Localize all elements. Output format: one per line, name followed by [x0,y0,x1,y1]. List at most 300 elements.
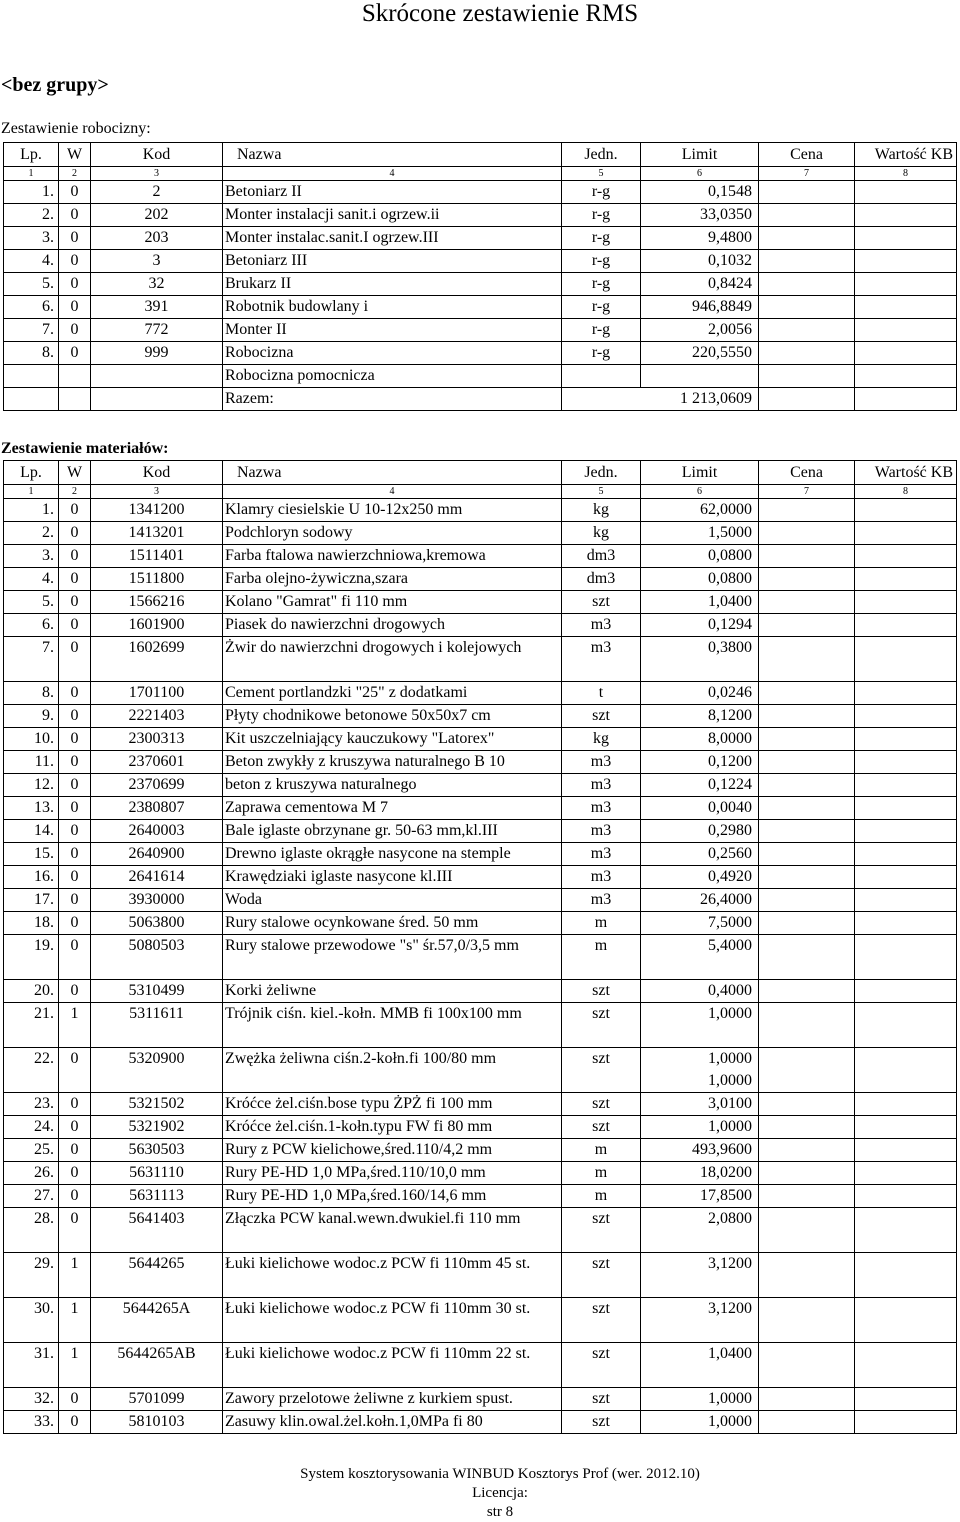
row-name: Króćce żel.ciśn.1-kołn.typu FW fi 80 mm [223,1116,562,1139]
row-code: 999 [91,342,223,365]
row-price [759,250,855,273]
table-row [4,1298,957,1343]
row-number: 13. [4,797,59,820]
row-number: 1. [4,181,59,204]
row-code: 2641614 [91,866,223,889]
row-name: Klamry ciesielskie U 10-12x250 mm [223,499,562,522]
row-limit-value: 0,2980 [708,822,752,839]
row-name: Monter instalacji sanit.i ogrzew.ii [223,204,562,227]
row-number: 6. [4,614,59,637]
row-price [759,342,855,365]
table-row [4,273,957,296]
row-price [759,227,855,250]
row-limit-value: 62,0000 [700,501,752,518]
row-value [855,889,957,912]
row-limit-value: 0,1032 [708,252,752,269]
table-row [4,319,957,342]
table-row [4,797,957,820]
row-name: Podchloryn sodowy [223,522,562,545]
row-w: 0 [59,1162,91,1185]
row-limit-value: 0,0800 [708,547,752,564]
row-value [855,1116,957,1139]
column-number: 3 [91,167,223,181]
empty-cell [4,388,59,411]
row-code: 3 [91,250,223,273]
row-unit: szt [562,1048,641,1093]
row-name: Krawędziaki iglaste nasycone kl.III [223,866,562,889]
column-number: 5 [562,485,641,499]
row-unit: dm3 [562,545,641,568]
row-name: Monter II [223,319,562,342]
row-price [759,1185,855,1208]
row-limit [641,1411,759,1434]
row-w: 0 [59,843,91,866]
row-unit: m [562,1139,641,1162]
row-name: Beton zwykły z kruszywa naturalnego B 10 [223,751,562,774]
total-row [4,388,957,411]
row-price [759,614,855,637]
table-row [4,728,957,751]
row-price [759,1253,855,1298]
row-number: 22. [4,1048,59,1093]
row-limit [641,499,759,522]
row-value [855,591,957,614]
row-w: 0 [59,820,91,843]
row-value [855,751,957,774]
row-w: 0 [59,545,91,568]
column-header: Wartość KB [855,143,957,167]
row-limit-value: 8,0000 [708,730,752,747]
row-value [855,637,957,682]
row-number: 7. [4,637,59,682]
row-limit-value: 0,3800 [708,639,752,656]
row-name: Łuki kielichowe wodoc.z PCW fi 110mm 22 st. [223,1343,562,1388]
row-unit: m3 [562,866,641,889]
row-value [855,250,957,273]
row-code: 2370601 [91,751,223,774]
row-limit-value: 0,1224 [708,776,752,793]
row-limit [641,866,759,889]
row-code: 1602699 [91,637,223,682]
row-w: 0 [59,1208,91,1253]
row-limit [641,250,759,273]
row-w: 0 [59,1139,91,1162]
row-w: 0 [59,227,91,250]
row-w: 0 [59,1048,91,1093]
row-number: 5. [4,273,59,296]
row-limit-value-2: 1,0000 [708,1072,752,1089]
row-name: Korki żeliwne [223,980,562,1003]
row-number: 10. [4,728,59,751]
header-row [4,143,957,167]
row-w: 0 [59,181,91,204]
row-limit [641,342,759,365]
table-row [4,980,957,1003]
row-name: Trójnik ciśn. kiel.-kołn. MMB fi 100x100 mm [223,1003,562,1048]
row-name: Farba olejno-żywiczna,szara [223,568,562,591]
row-limit [641,1388,759,1411]
row-value [855,204,957,227]
row-name: Rury stalowe ocynkowane śred. 50 mm [223,912,562,935]
row-value [855,1298,957,1343]
table-row [4,751,957,774]
row-w: 0 [59,614,91,637]
table-row [4,1411,957,1434]
row-unit: szt [562,1208,641,1253]
column-header: Lp. [4,143,59,167]
row-code: 2300313 [91,728,223,751]
row-name: Woda [223,889,562,912]
row-number: 4. [4,568,59,591]
row-value [855,705,957,728]
row-limit [641,1185,759,1208]
row-limit [641,227,759,250]
row-unit: szt [562,1093,641,1116]
row-number: 6. [4,296,59,319]
row-limit-value: 0,0800 [708,570,752,587]
row-limit-value: 0,4920 [708,868,752,885]
row-price [759,1208,855,1253]
row-price [759,637,855,682]
row-limit-value: 8,1200 [708,707,752,724]
row-value [855,820,957,843]
materials-section-title: Zestawienie materiałów: [1,440,169,457]
total-value: 1 213,0609 [562,388,759,411]
row-limit [641,843,759,866]
row-limit [641,545,759,568]
row-code: 5630503 [91,1139,223,1162]
row-price [759,866,855,889]
row-number: 23. [4,1093,59,1116]
column-header: Wartość KB [855,461,957,485]
row-name: Łuki kielichowe wodoc.z PCW fi 110mm 45 st. [223,1253,562,1298]
row-name: Zwężka żeliwna ciśn.2-kołn.fi 100/80 mm [223,1048,562,1093]
row-limit-value: 3,1200 [708,1255,752,1272]
row-code: 1701100 [91,682,223,705]
table-row [4,568,957,591]
row-unit: m3 [562,774,641,797]
row-unit: r-g [562,273,641,296]
aux-label: Robocizna pomocnicza [223,365,562,388]
table-row [4,1343,957,1388]
row-value [855,1003,957,1048]
row-price [759,682,855,705]
row-number: 16. [4,866,59,889]
row-code: 5701099 [91,1388,223,1411]
row-name: Brukarz II [223,273,562,296]
row-unit: m3 [562,751,641,774]
row-name: beton z kruszywa naturalnego [223,774,562,797]
row-limit [641,774,759,797]
table-row [4,774,957,797]
row-price [759,912,855,935]
row-w: 0 [59,1388,91,1411]
column-number: 1 [4,485,59,499]
row-value [855,797,957,820]
row-value [855,1253,957,1298]
row-number: 25. [4,1139,59,1162]
row-limit-value: 33,0350 [700,206,752,223]
row-price [759,751,855,774]
row-price [759,820,855,843]
row-value [855,1048,957,1093]
row-limit [641,273,759,296]
row-name: Betoniarz III [223,250,562,273]
row-limit [641,319,759,342]
column-header: Limit [641,143,759,167]
row-limit [641,1298,759,1343]
row-limit-value: 3,0100 [708,1095,752,1112]
table-row [4,1093,957,1116]
row-code: 5063800 [91,912,223,935]
row-w: 0 [59,1185,91,1208]
column-number: 7 [759,167,855,181]
row-w: 1 [59,1298,91,1343]
row-limit [641,728,759,751]
row-limit [641,1116,759,1139]
row-w: 0 [59,499,91,522]
row-code: 5311611 [91,1003,223,1048]
row-code: 5644265AB [91,1343,223,1388]
row-unit: szt [562,1253,641,1298]
row-value [855,935,957,980]
row-number: 5. [4,591,59,614]
row-w: 1 [59,1253,91,1298]
column-number: 5 [562,167,641,181]
row-limit [641,181,759,204]
row-limit-value: 17,8500 [700,1187,752,1204]
row-price [759,273,855,296]
row-w: 0 [59,342,91,365]
row-number: 14. [4,820,59,843]
row-price [759,204,855,227]
row-limit [641,614,759,637]
row-code: 5631110 [91,1162,223,1185]
row-price [759,1162,855,1185]
row-unit: szt [562,1003,641,1048]
row-price [759,1116,855,1139]
table-row [4,499,957,522]
row-code: 1413201 [91,522,223,545]
row-name: Piasek do nawierzchni drogowych [223,614,562,637]
row-limit [641,1208,759,1253]
row-number: 3. [4,227,59,250]
row-number: 31. [4,1343,59,1388]
footer-system: System kosztorysowania WINBUD Kosztorys Prof (wer. 2012.10) [300,1466,700,1482]
column-number: 3 [91,485,223,499]
row-limit [641,637,759,682]
row-code: 5644265A [91,1298,223,1343]
column-number: 8 [855,167,957,181]
row-limit-value: 0,1200 [708,753,752,770]
empty-cell [59,365,91,388]
row-price [759,181,855,204]
row-value [855,774,957,797]
row-limit-value: 18,0200 [700,1164,752,1181]
row-w: 0 [59,273,91,296]
row-name: Bale iglaste obrzynane gr. 50-63 mm,kl.III [223,820,562,843]
row-limit [641,1253,759,1298]
page-title: Skrócone zestawienie RMS [361,0,639,27]
row-name: Rury PE-HD 1,0 MPa,śred.160/14,6 mm [223,1185,562,1208]
row-number: 27. [4,1185,59,1208]
table-row [4,843,957,866]
row-price [759,705,855,728]
row-unit: m [562,935,641,980]
row-limit [641,980,759,1003]
column-number: 6 [641,167,759,181]
row-number: 11. [4,751,59,774]
aux-row [4,365,957,388]
row-value [855,499,957,522]
row-unit: m3 [562,843,641,866]
table-row [4,1185,957,1208]
row-value [855,522,957,545]
row-price [759,1048,855,1093]
row-value [855,1139,957,1162]
row-value [855,866,957,889]
row-unit: r-g [562,181,641,204]
empty-cell [855,365,957,388]
row-limit-value: 0,1294 [708,616,752,633]
row-name: Drewno iglaste okrągłe nasycone na stemple [223,843,562,866]
row-limit [641,591,759,614]
row-limit-value: 1,0000 [708,1118,752,1135]
row-number: 30. [4,1298,59,1343]
empty-cell [641,365,759,388]
footer-license: Licencja: [472,1485,528,1501]
row-unit: szt [562,1343,641,1388]
row-unit: kg [562,522,641,545]
row-w: 0 [59,637,91,682]
row-value [855,1343,957,1388]
row-number: 21. [4,1003,59,1048]
table-row [4,820,957,843]
row-limit-value: 0,2560 [708,845,752,862]
row-name: Farba ftalowa nawierzchniowa,kremowa [223,545,562,568]
row-code: 1566216 [91,591,223,614]
row-w: 0 [59,250,91,273]
column-number: 4 [223,485,562,499]
empty-cell [855,388,957,411]
empty-cell [759,388,855,411]
row-limit-value: 0,0040 [708,799,752,816]
row-number: 4. [4,250,59,273]
total-label: Razem: [223,388,562,411]
row-value [855,1185,957,1208]
row-code: 5080503 [91,935,223,980]
row-name: Zasuwy klin.owal.żel.kołn.1,0MPa fi 80 [223,1411,562,1434]
row-limit [641,820,759,843]
row-limit-value: 1,5000 [708,524,752,541]
row-code: 5631113 [91,1185,223,1208]
row-limit-value: 1,0400 [708,1345,752,1362]
row-number: 7. [4,319,59,342]
row-code: 5810103 [91,1411,223,1434]
column-header: Cena [759,143,855,167]
row-limit [641,682,759,705]
table-row [4,1388,957,1411]
table-row [4,1116,957,1139]
empty-cell [759,365,855,388]
row-name: Kolano "Gamrat" fi 110 mm [223,591,562,614]
row-limit [641,751,759,774]
row-unit: r-g [562,250,641,273]
row-unit: m3 [562,614,641,637]
row-code: 3930000 [91,889,223,912]
row-limit-value: 2,0056 [708,321,752,338]
row-number: 19. [4,935,59,980]
column-header: Jedn. [562,143,641,167]
row-name: Kit uszczelniający kauczukowy "Latorex" [223,728,562,751]
row-number: 8. [4,682,59,705]
row-w: 0 [59,774,91,797]
column-number: 2 [59,167,91,181]
column-header: Kod [91,143,223,167]
row-name: Robocizna [223,342,562,365]
table-row [4,227,957,250]
row-limit-value: 1,0000 [708,1005,752,1022]
row-code: 391 [91,296,223,319]
table-row [4,1253,957,1298]
table-row [4,935,957,980]
row-unit: szt [562,1411,641,1434]
row-price [759,774,855,797]
row-limit-value: 0,0246 [708,684,752,701]
row-unit: r-g [562,319,641,342]
row-number: 33. [4,1411,59,1434]
row-price [759,568,855,591]
row-unit: szt [562,980,641,1003]
row-code: 203 [91,227,223,250]
row-unit: szt [562,1298,641,1343]
row-unit: r-g [562,296,641,319]
column-header: Kod [91,461,223,485]
row-value [855,682,957,705]
row-name: Rury stalowe przewodowe "s" śr.57,0/3,5 mm [223,935,562,980]
row-limit [641,568,759,591]
row-value [855,1208,957,1253]
row-w: 0 [59,866,91,889]
row-name: Robotnik budowlany i [223,296,562,319]
row-value [855,227,957,250]
row-unit: szt [562,705,641,728]
row-name: Zaprawa cementowa M 7 [223,797,562,820]
row-value [855,181,957,204]
row-number: 17. [4,889,59,912]
row-w: 0 [59,1116,91,1139]
row-limit-value: 0,8424 [708,275,752,292]
empty-cell [91,388,223,411]
row-limit [641,705,759,728]
row-value [855,843,957,866]
row-limit-value: 493,9600 [692,1141,752,1158]
row-price [759,296,855,319]
row-w: 0 [59,889,91,912]
row-w: 1 [59,1343,91,1388]
row-limit [641,889,759,912]
row-limit-value: 1,0400 [708,593,752,610]
row-w: 0 [59,980,91,1003]
row-unit: dm3 [562,568,641,591]
column-number-row [4,167,957,181]
column-header: Cena [759,461,855,485]
row-w: 0 [59,1411,91,1434]
row-w: 1 [59,1003,91,1048]
row-name: Monter instalac.sanit.I ogrzew.III [223,227,562,250]
row-code: 5321502 [91,1093,223,1116]
row-unit: kg [562,499,641,522]
